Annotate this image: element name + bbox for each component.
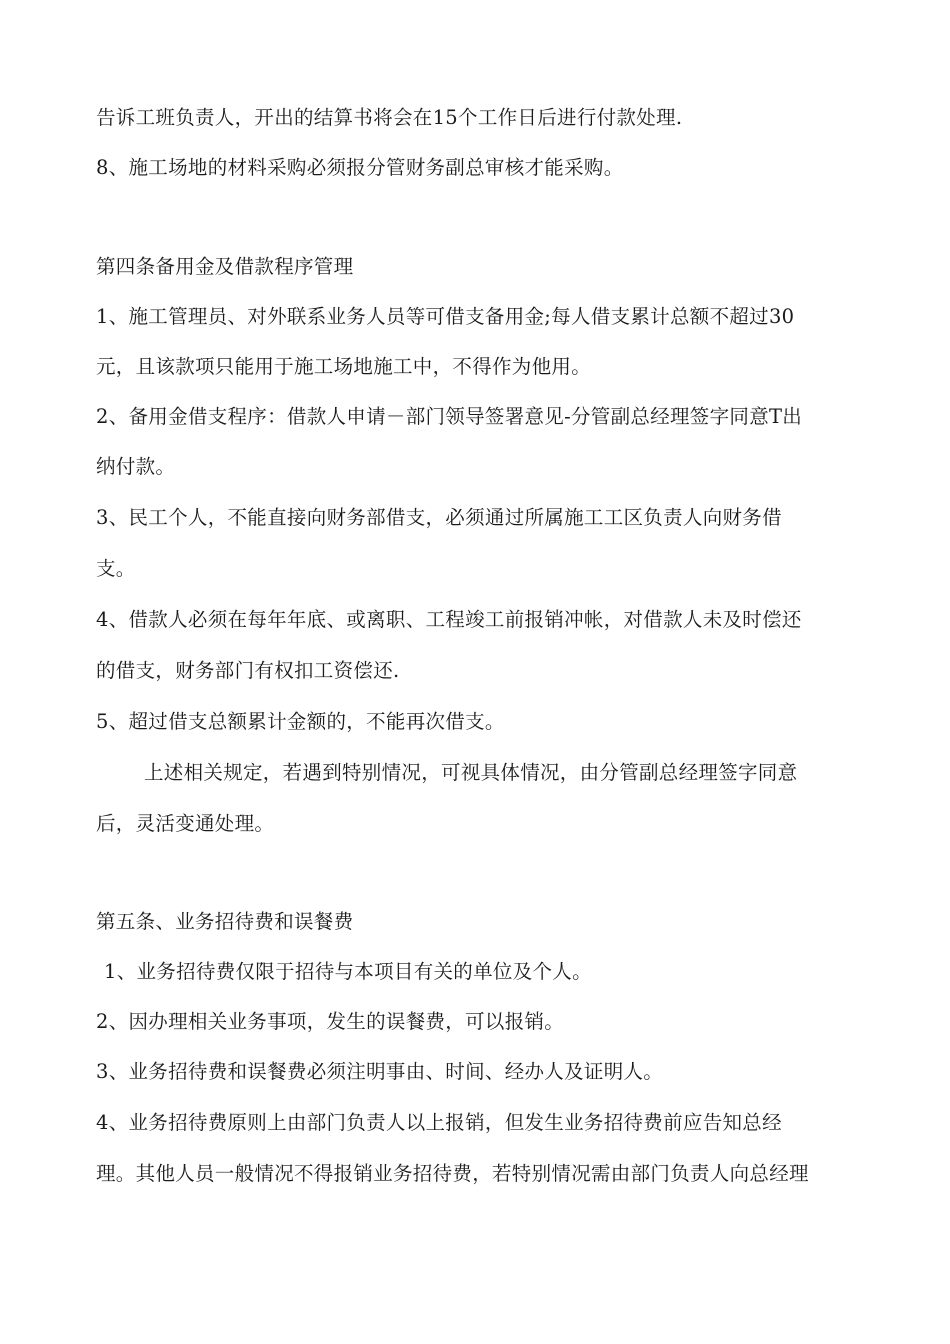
text-line-6: 2、备用金借支程序：借款人申请－部门领导签署意见-分管副总经理签字同意T出 [96,405,803,428]
section-heading-5: 第五条、业务招待费和误餐费 [96,910,354,933]
text-line-2: 8、施工场地的材料采购必须报分管财务副总审核才能采购。 [96,156,624,179]
text-line-11: 的借支，财务部门有权扣工资偿还. [96,659,400,682]
text-line-4: 1、施工管理员、对外联系业务人员等可借支备用金;每人借支累计总额不超过30 [96,305,795,328]
text-line-17: 2、因办理相关业务事项，发生的误餐费，可以报销。 [96,1010,565,1033]
text-line-1: 告诉工班负责人，开出的结算书将会在15个工作日后进行付款处理. [96,106,683,129]
text-line-7: 纳付款。 [96,455,176,478]
text-line-16: 1、业务招待费仅限于招待与本项目有关的单位及个人。 [104,960,592,983]
text-line-12: 5、超过借支总额累计金额的，不能再次借支。 [96,710,505,733]
text-line-13: 上述相关规定，若遇到特别情况，可视具体情况，由分管副总经理签字同意 [144,761,798,784]
text-line-19: 4、业务招待费原则上由部门负责人以上报销，但发生业务招待费前应告知总经 [96,1111,782,1134]
text-line-18: 3、业务招待费和误餐费必须注明事由、时间、经办人及证明人。 [96,1060,664,1083]
text-line-14: 后，灵活变通处理。 [96,812,275,835]
text-line-10: 4、借款人必须在每年年底、或离职、工程竣工前报销冲帐，对借款人未及时偿还 [96,608,802,631]
text-line-5: 元，且该款项只能用于施工场地施工中，不得作为他用。 [96,355,592,378]
text-line-9: 支。 [96,557,136,580]
text-line-20: 理。其他人员一般情况不得报销业务招待费，若特别情况需由部门负责人向总经理 [96,1162,809,1185]
text-line-8: 3、民工个人，不能直接向财务部借支，必须通过所属施工工区负责人向财务借 [96,506,782,529]
section-heading-4: 第四条备用金及借款程序管理 [96,255,354,278]
